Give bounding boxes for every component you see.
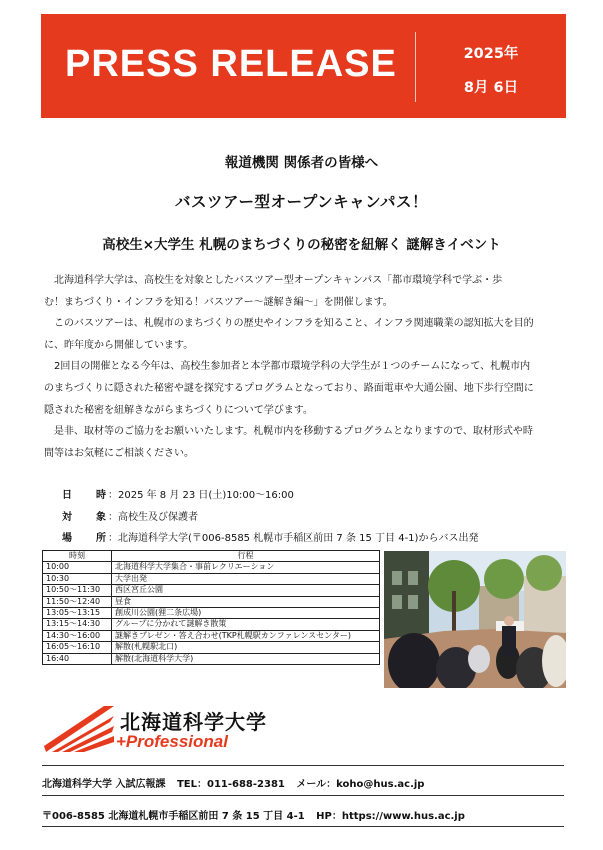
schedule-table: [42, 550, 380, 665]
event-photo: [384, 551, 566, 688]
headline: バスツアー型オープンキャンパス！: [174, 193, 429, 211]
cell-activity: 解散(北海道科学大学): [112, 653, 380, 664]
logo-tagline: +Professional: [116, 732, 228, 751]
cell-activity: 謎解きプレゼン・答え合わせ(TKP札幌駅カンファレンスセンター): [112, 630, 380, 641]
table-header-row: [43, 551, 380, 562]
press-release-title: PRESS RELEASE: [65, 43, 397, 85]
footer-address: [42, 807, 473, 822]
homepage-link[interactable]: HP：https://www.hus.ac.jp: [316, 811, 465, 822]
header-divider: [415, 32, 416, 102]
body-line: このバスツアーは、札幌市のまちづくりの歴史やインフラを知ること、インフラ関連職業の認知拡大を目的: [54, 318, 534, 330]
contact-tel: TEL：011-688-2381: [176, 779, 285, 790]
detail-location: [62, 528, 478, 550]
salutation: 報道機関 関係者の皆様へ: [224, 155, 379, 171]
wing-logo-icon: [44, 702, 116, 754]
body-line: 間等はお気軽にご相談ください。: [44, 447, 194, 459]
release-date-day: 8月 6日: [463, 80, 519, 96]
detail-value: ：2025 年 8 月 23 日(土)10:00～16:00: [108, 490, 294, 501]
contact-mail: メール：koho@hus.ac.jp: [296, 779, 425, 790]
table-row: [43, 562, 380, 573]
body-line: 是非、取材等のご協力をお願いいたします。札幌市内を移動するプログラムとなりますので、取材形式や時: [54, 426, 533, 438]
header-time: 時刻: [43, 551, 112, 562]
footer-contact: [42, 775, 432, 790]
press-release-banner: [41, 14, 566, 118]
header-activity: 行程: [112, 551, 380, 562]
detail-date: [62, 485, 478, 507]
table-row: [43, 630, 380, 641]
cell-time: 10:50～11:30: [43, 585, 112, 596]
body-line: む！まちづくり・インフラを知る！バスツアー～謎解き編～」を開催します。: [44, 296, 393, 308]
detail-label: 所: [96, 533, 106, 544]
body-text: [44, 270, 564, 464]
body-line: 隠された秘密を紐解きながらまちづくりについて学びます。: [44, 404, 313, 416]
cell-activity: 創成川公園(狸二条広場): [112, 608, 380, 619]
detail-value: ：北海道科学大学(〒006-8585 札幌市手稲区前田 7 条 15 丁目 4-1)からバス出発: [108, 533, 479, 544]
cell-time: 14:30～16:00: [43, 630, 112, 641]
table-row: [43, 596, 380, 607]
footer-divider-bottom: [42, 826, 564, 827]
table-row: [43, 585, 380, 596]
event-details: [62, 485, 478, 550]
body-line: 2回目の開催となる今年は、高校生参加者と本学都市環境学科の大学生が１つのチームになって、札幌市内: [54, 361, 531, 373]
detail-label: 対: [62, 511, 72, 523]
detail-target: [62, 507, 478, 529]
cell-time: 10:00: [43, 562, 112, 573]
detail-value: ：高校生及び保護者: [108, 511, 198, 523]
cell-activity: 北海道科学大学集合・事前レクリエーション: [112, 562, 380, 573]
detail-label: 場: [62, 533, 72, 544]
contact-org: 北海道科学大学 入試広報課: [42, 779, 166, 790]
body-line: に、昨年度から開催しています。: [44, 339, 194, 351]
cell-activity: グループに分かれて謎解き散策: [112, 619, 380, 630]
release-date-year: 2025年: [463, 46, 519, 62]
cell-time: 13:15～14:30: [43, 619, 112, 630]
cell-time: 16:05～16:10: [43, 642, 112, 653]
cell-activity: 西区宮丘公園: [112, 585, 380, 596]
street-photo-illustration: [384, 551, 566, 688]
body-line: 北海道科学大学は、高校生を対象としたバスツアー型オープンキャンパス「都市環境学科で学ぶ・歩: [54, 275, 503, 286]
detail-label: 象: [96, 511, 106, 523]
table-row: [43, 608, 380, 619]
cell-time: 11:50～12:40: [43, 596, 112, 607]
detail-label: 日: [62, 490, 72, 501]
footer-divider-top: [42, 765, 564, 766]
table-row: [43, 619, 380, 630]
detail-label: 時: [96, 490, 106, 501]
table-row: [43, 573, 380, 584]
university-logo: [44, 700, 284, 756]
address-text: 〒006-8585 北海道札幌市手稲区前田 7 条 15 丁目 4-1: [42, 811, 305, 822]
cell-activity: 大学出発: [112, 573, 380, 584]
cell-activity: 解散(札幌駅北口): [112, 642, 380, 653]
cell-time: 13:05～13:15: [43, 608, 112, 619]
cell-time: 10:30: [43, 573, 112, 584]
subheadline: 高校生×大学生 札幌のまちづくりの秘密を紐解く 謎解きイベント: [102, 237, 501, 253]
cell-time: 16:40: [43, 653, 112, 664]
logo-university-name: 北海道科学大学: [120, 710, 267, 734]
body-line: のまちづくりに隠された秘密や謎を探究するプログラムとなっており、路面電車や大通公園、地下歩行空間に: [44, 382, 534, 394]
table-row: [43, 653, 380, 664]
table-row: [43, 642, 380, 653]
cell-activity: 昼食: [112, 596, 380, 607]
footer-divider-middle: [42, 795, 564, 796]
